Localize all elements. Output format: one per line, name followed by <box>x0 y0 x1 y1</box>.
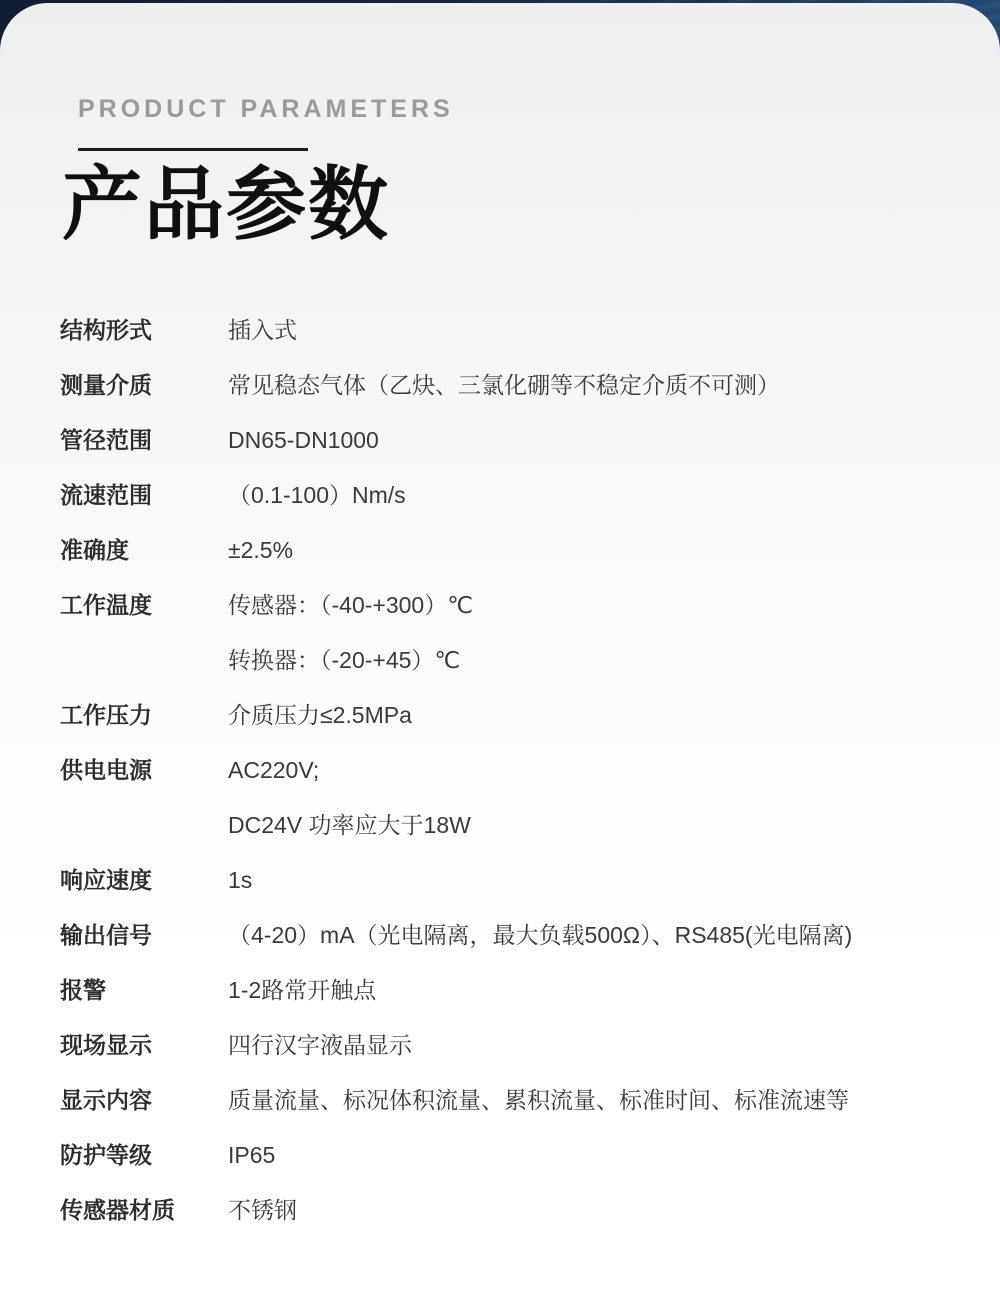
param-value-line: 四行汉字液晶显示 <box>228 1032 412 1058</box>
param-label: 流速范围 <box>60 482 152 508</box>
param-values <box>228 1018 940 1073</box>
param-values <box>228 963 940 1018</box>
param-label: 测量介质 <box>60 372 152 398</box>
param-row <box>60 358 940 413</box>
param-values <box>228 1128 940 1183</box>
param-value-line: DC24V 功率应大于18W <box>228 812 471 838</box>
param-value-line: 转换器：（-20-+45）℃ <box>228 647 461 673</box>
param-values <box>228 688 940 743</box>
param-values <box>228 1073 940 1128</box>
param-row <box>60 1128 940 1183</box>
param-value-line: 常见稳态气体（乙炔、三氯化硼等不稳定介质不可测） <box>228 372 780 398</box>
param-value-line: （4-20）mA（光电隔离，最大负载500Ω）、RS485(光电隔离) <box>228 922 853 948</box>
param-value-line: 介质压力≤2.5MPa <box>228 702 412 728</box>
param-row <box>60 578 940 688</box>
param-row <box>60 1073 940 1128</box>
page-title: 产品参数 <box>62 160 390 249</box>
param-values <box>228 853 940 908</box>
param-value-line: 1s <box>228 867 253 893</box>
param-values <box>228 578 940 688</box>
param-label: 传感器材质 <box>60 1197 175 1223</box>
param-row <box>60 963 940 1018</box>
product-parameters-card <box>0 3 1000 1293</box>
param-values <box>228 413 940 468</box>
card-content <box>0 3 1000 1238</box>
param-value-line: 传感器：（-40-+300）℃ <box>228 592 474 618</box>
param-values <box>228 468 940 523</box>
param-label: 管径范围 <box>60 427 152 453</box>
param-row <box>60 688 940 743</box>
param-label: 显示内容 <box>60 1087 152 1113</box>
parameter-table <box>60 303 940 1238</box>
param-label: 工作压力 <box>60 702 152 728</box>
param-label: 工作温度 <box>60 592 152 618</box>
param-values <box>228 743 940 853</box>
param-values <box>228 523 940 578</box>
param-label: 准确度 <box>60 537 129 563</box>
param-value-line: IP65 <box>228 1142 276 1168</box>
param-label: 报警 <box>60 977 106 1003</box>
param-value-line: 1-2路常开触点 <box>228 977 377 1003</box>
param-label: 输出信号 <box>60 922 152 948</box>
param-row <box>60 1183 940 1238</box>
param-values <box>228 1183 940 1238</box>
param-value-line: 质量流量、标况体积流量、累积流量、标准时间、标准流速等 <box>228 1087 849 1113</box>
param-value-line: DN65-DN1000 <box>228 427 379 453</box>
param-row <box>60 743 940 853</box>
param-row <box>60 853 940 908</box>
param-value-line: AC220V; <box>228 757 320 783</box>
param-value-line: 插入式 <box>228 317 297 343</box>
param-values <box>228 358 940 413</box>
param-row <box>60 1018 940 1073</box>
param-row <box>60 468 940 523</box>
param-values <box>228 303 940 358</box>
param-label: 结构形式 <box>60 317 152 343</box>
param-row <box>60 303 940 358</box>
param-value-line: ±2.5% <box>228 537 294 563</box>
param-row <box>60 413 940 468</box>
param-value-line: （0.1-100）Nm/s <box>228 482 406 508</box>
param-label: 响应速度 <box>60 867 152 893</box>
title-divider <box>78 148 308 151</box>
param-label: 供电电源 <box>60 757 152 783</box>
section-eyebrow: PRODUCT PARAMETERS <box>78 95 454 123</box>
param-values <box>228 908 940 963</box>
param-value-line: 不锈钢 <box>228 1197 297 1223</box>
param-label: 防护等级 <box>60 1142 152 1168</box>
param-row <box>60 908 940 963</box>
param-label: 现场显示 <box>60 1032 152 1058</box>
param-row <box>60 523 940 578</box>
